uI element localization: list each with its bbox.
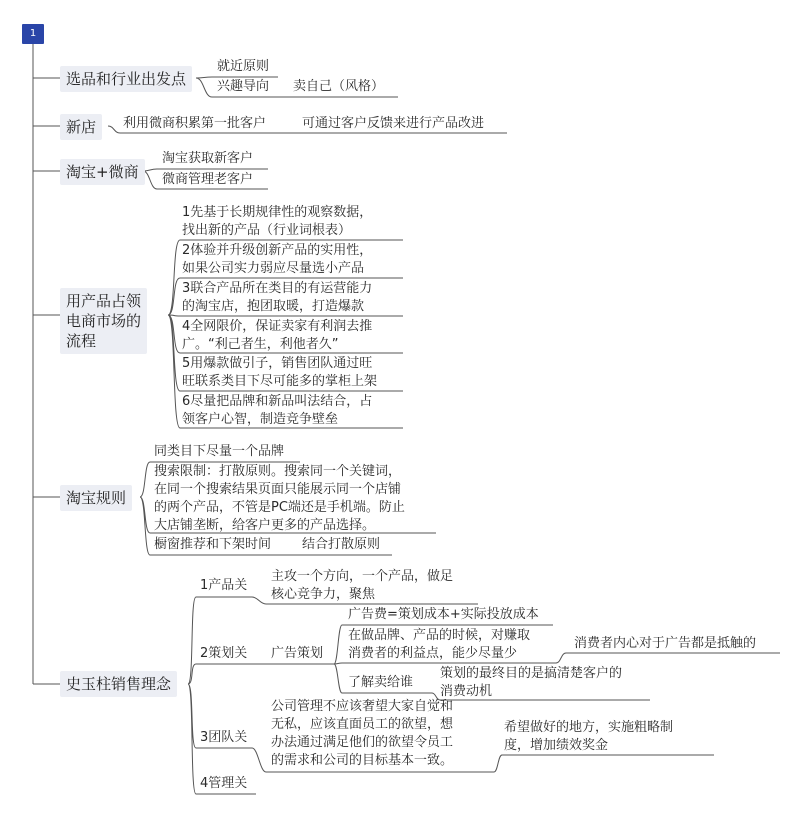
node-one-brand[interactable]: 同类目下尽量一个品牌 bbox=[154, 444, 285, 459]
node-first-customers[interactable]: 利用微商积累第一批客户 bbox=[123, 116, 267, 131]
node-team-desire[interactable]: 公司管理不应该奢望大家自觉和 无私，应该直面员工的欲望，想 办法通过满足他们的欲望令员工 的需求和公司的目标基本一致。 bbox=[271, 699, 454, 768]
step-6[interactable]: 6尽量把品牌和新品叫法结合，占 领客户心智，制造竞争壁垒 bbox=[182, 394, 373, 427]
node-team-bonus[interactable]: 希望做好的地方，实施粗略制 度，增加绩效奖金 bbox=[504, 720, 674, 753]
node-planning-gate[interactable]: 2策划关 bbox=[200, 646, 248, 661]
topic-taobao-wechat[interactable]: 淘宝+微商 bbox=[60, 159, 145, 185]
node-product-gate[interactable]: 1产品关 bbox=[200, 578, 248, 593]
node-nearby-principle[interactable]: 就近原则 bbox=[217, 59, 270, 74]
node-interest-driven[interactable]: 兴趣导向 bbox=[217, 79, 270, 94]
node-planning-goal[interactable]: 策划的最终目的是搞清楚客户的 消费动机 bbox=[440, 666, 623, 699]
node-window-recommend[interactable]: 橱窗推荐和下架时间 bbox=[154, 537, 272, 552]
topic-sourcing[interactable]: 选品和行业出发点 bbox=[60, 66, 192, 92]
step-2[interactable]: 2体验并升级创新产品的实用性， 如果公司实力弱应尽量选小产品 bbox=[182, 243, 373, 276]
step-1[interactable]: 1先基于长期规律性的观察数据， 找出新的产品（行业词根表） bbox=[182, 205, 373, 238]
node-search-limit[interactable]: 搜索限制：打散原则。搜索同一个关键词， 在同一个搜索结果页面只能展示同一个店铺 的两个产品，不管是PC端还是手机端。防止 大店铺垄断，给客户更多的产品选择。 bbox=[154, 464, 405, 533]
node-consumer-benefit[interactable]: 在做品牌、产品的时候，对赚取 消费者的利益点，能少尽量少 bbox=[348, 628, 531, 661]
node-management-gate[interactable]: 4管理关 bbox=[200, 776, 248, 791]
node-product-focus[interactable]: 主攻一个方向，一个产品，做足 核心竞争力，聚焦 bbox=[271, 569, 454, 602]
node-wechat-old-customers[interactable]: 微商管理老客户 bbox=[162, 172, 254, 187]
node-feedback-improve[interactable]: 可通过客户反馈来进行产品改进 bbox=[302, 116, 485, 131]
step-5[interactable]: 5用爆款做引子，销售团队通过旺 旺联系类目下尽可能多的掌柜上架 bbox=[182, 356, 378, 389]
node-team-gate[interactable]: 3团队关 bbox=[200, 730, 248, 745]
node-know-customer[interactable]: 了解卖给谁 bbox=[348, 675, 414, 690]
node-taobao-new-customers[interactable]: 淘宝获取新客户 bbox=[162, 151, 254, 166]
topic-new-store[interactable]: 新店 bbox=[60, 114, 102, 140]
topic-shi-yuzhu[interactable]: 史玉柱销售理念 bbox=[60, 671, 177, 697]
topic-taobao-rules[interactable]: 淘宝规则 bbox=[60, 485, 132, 511]
node-ad-cost[interactable]: 广告费=策划成本+实际投放成本 bbox=[348, 607, 539, 622]
step-3[interactable]: 3联合产品所在类目的有运营能力 的淘宝店，抱团取暖，打造爆款 bbox=[182, 281, 373, 314]
topic-product-process[interactable]: 用产品占领 电商市场的 流程 bbox=[60, 288, 147, 354]
step-4[interactable]: 4全网限价，保证卖家有利润去推 广。“利己者生，利他者久” bbox=[182, 319, 373, 352]
node-sell-yourself[interactable]: 卖自己（风格） bbox=[293, 79, 385, 94]
root-node[interactable]: 1 bbox=[22, 24, 44, 44]
node-ad-planning[interactable]: 广告策划 bbox=[271, 646, 324, 661]
node-scatter-principle[interactable]: 结合打散原则 bbox=[302, 537, 381, 552]
node-ad-resistance[interactable]: 消费者内心对于广告都是抵触的 bbox=[574, 636, 757, 651]
